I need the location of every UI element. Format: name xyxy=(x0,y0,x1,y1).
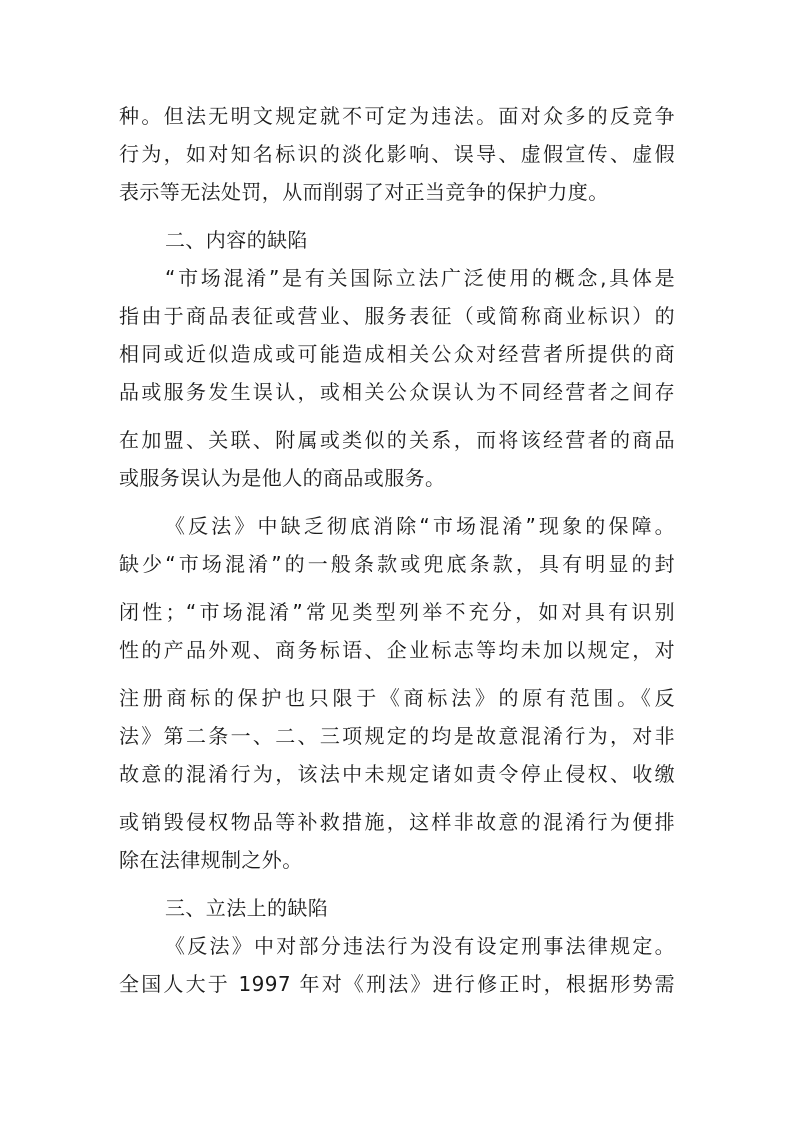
paragraph-line: 性的产品外观、商务标语、企业标志等均未加以规定，对 xyxy=(119,638,675,662)
paragraph-line: 除在法律规制之外。 xyxy=(119,848,303,872)
paragraph-line: 表示等无法处罚，从而削弱了对正当竞争的保护力度。 xyxy=(119,180,609,204)
paragraph-line: “市场混淆”是有关国际立法广泛使用的概念,具体是 xyxy=(165,266,675,290)
paragraph-line: 《反法》中缺乏彻底消除“市场混淆”现象的保障。 xyxy=(165,514,675,538)
paragraph-line: 故意的混淆行为，该法中未规定诸如责令停止侵权、收缴 xyxy=(119,762,675,786)
paragraph-line: 指由于商品表征或营业、服务表征（或简称商业标识）的 xyxy=(119,304,675,328)
paragraph-line: 法》第二条一、二、三项规定的均是故意混淆行为，对非 xyxy=(119,724,675,748)
paragraph-line: 行为，如对知名标识的淡化影响、误导、虚假宣传、虚假 xyxy=(119,142,675,166)
paragraph-line: 品或服务发生误认，或相关公众误认为不同经营者之间存 xyxy=(119,380,675,404)
paragraph-line: 在加盟、关联、附属或类似的关系，而将该经营者的商品 xyxy=(119,428,675,452)
paragraph-line: 注册商标的保护也只限于《商标法》的原有范围。《反 xyxy=(119,686,675,710)
paragraph-line: 闭性；“市场混淆”常见类型列举不充分，如对具有识别 xyxy=(119,600,675,624)
paragraph-line: 或销毁侵权物品等补救措施，这样非故意的混淆行为便排 xyxy=(119,810,675,834)
section-heading: 二、内容的缺陷 xyxy=(165,228,308,252)
paragraph-line: 《反法》中对部分违法行为没有设定刑事法律规定。 xyxy=(165,934,675,958)
section-heading: 三、立法上的缺陷 xyxy=(165,896,329,920)
paragraph-line: 缺少“市场混淆”的一般条款或兜底条款，具有明显的封 xyxy=(119,552,675,576)
paragraph-line: 全国人大于 1997 年对《刑法》进行修正时，根据形势需 xyxy=(119,972,675,996)
paragraph-line: 或服务误认为是他人的商品或服务。 xyxy=(119,466,446,490)
paragraph-line: 相同或近似造成或可能造成相关公众对经营者所提供的商 xyxy=(119,342,675,366)
paragraph-line: 种。但法无明文规定就不可定为违法。面对众多的反竞争 xyxy=(119,104,675,128)
